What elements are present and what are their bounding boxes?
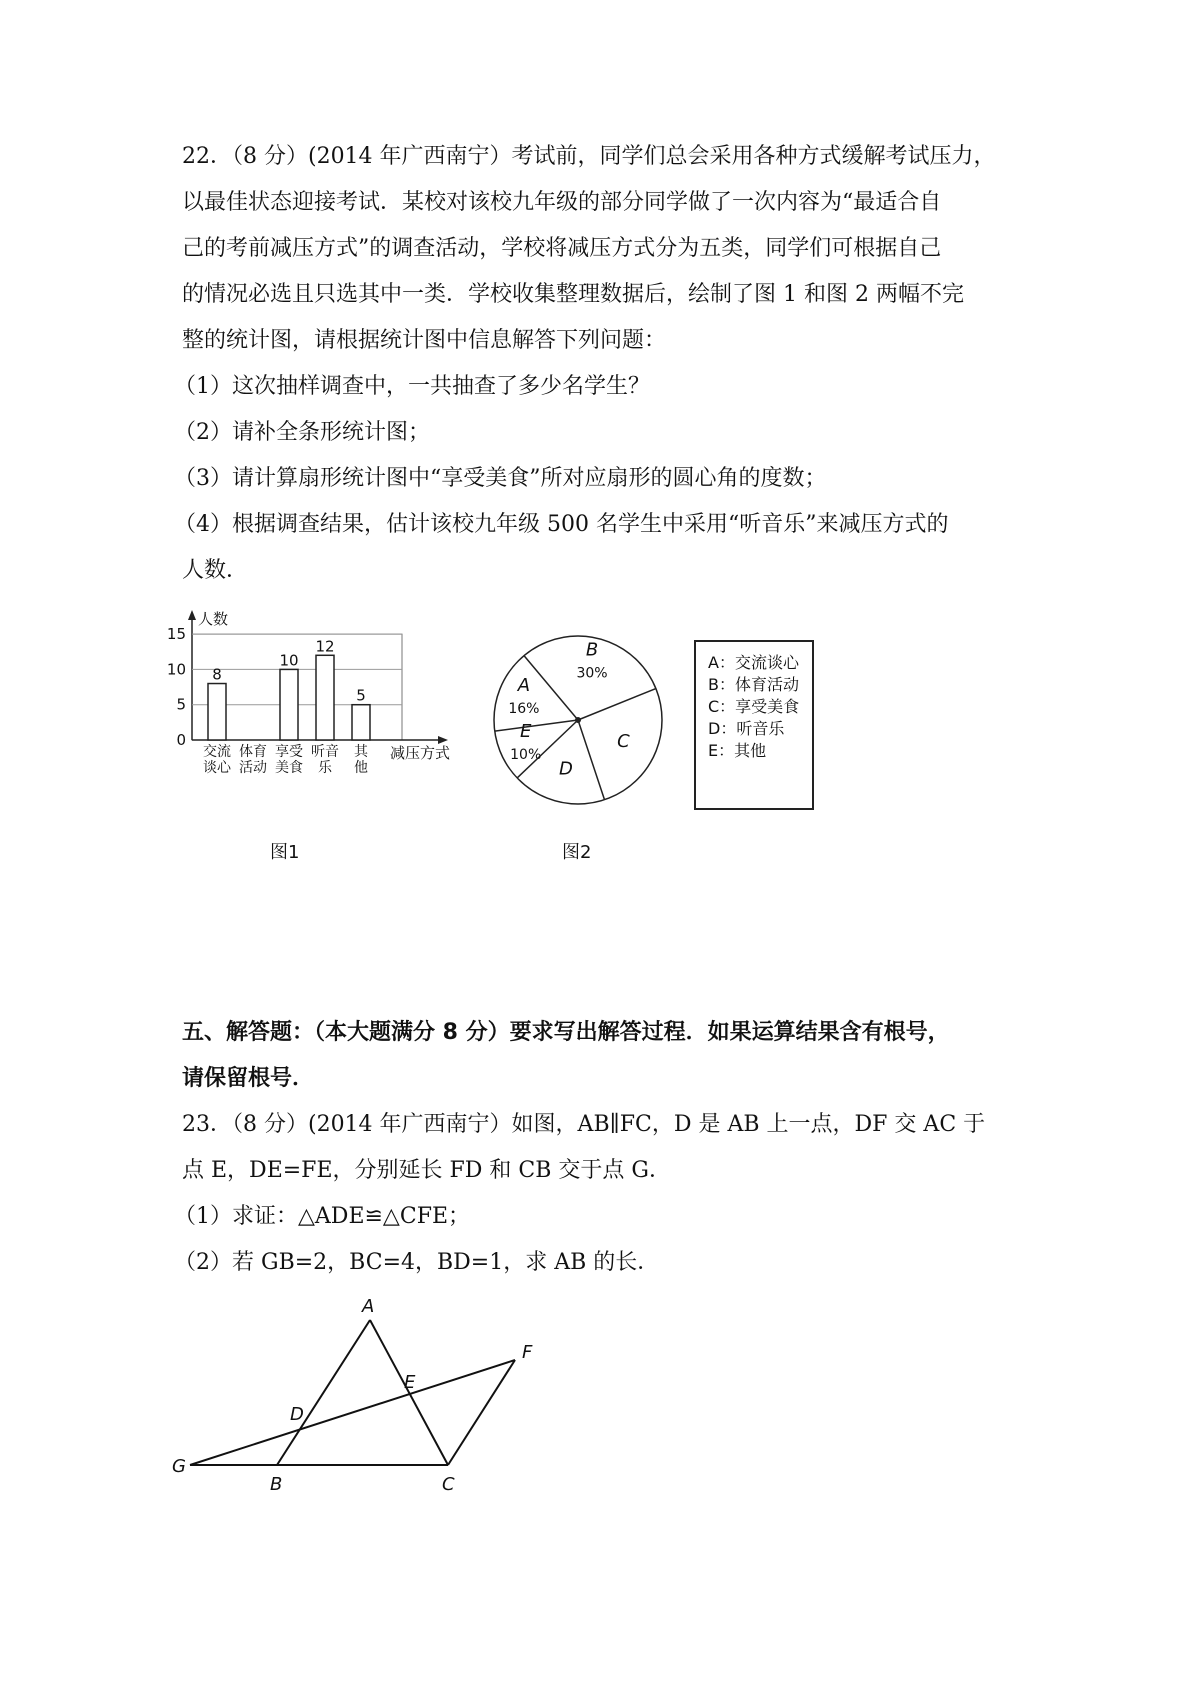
pie-legend xyxy=(694,640,814,810)
bar xyxy=(352,705,370,740)
pie-center-dot xyxy=(575,717,581,723)
x-tick-label: 谈心 xyxy=(203,760,231,776)
q22-line-4: 的情况必选且只选其中一类．学校收集整理数据后，绘制了图 1 和图 2 两幅不完 xyxy=(182,282,964,307)
x-axis-arrow xyxy=(438,736,448,744)
legend-item-a: A：交流谈心 xyxy=(708,653,799,672)
bar-data-label: 12 xyxy=(315,637,335,656)
x-tick-label: 其 xyxy=(354,744,368,760)
legend-item-d: D：听音乐 xyxy=(708,719,785,738)
geometry-figure xyxy=(170,1290,570,1504)
q22-line-3: 己的考前减压方式”的调查活动，学校将减压方式分为五类，同学们可根据自己 xyxy=(182,236,942,261)
y-axis-arrow xyxy=(188,610,196,620)
slice-label: C xyxy=(617,730,630,752)
bar xyxy=(208,684,226,740)
point-label-c: C xyxy=(442,1474,455,1495)
segment-fc xyxy=(448,1360,515,1465)
triangle-diagram xyxy=(170,1290,570,1500)
y-tick-label: 0 xyxy=(176,731,186,749)
section-5-heading-2: 请保留根号． xyxy=(182,1066,315,1091)
segment-gf xyxy=(190,1360,515,1465)
q23-sub-1: （1）求证：△ADE≌△CFE； xyxy=(174,1204,471,1229)
bar-data-label: 8 xyxy=(212,665,222,684)
point-label-f: F xyxy=(522,1342,533,1363)
legend-item-b: B：体育活动 xyxy=(708,675,799,694)
x-tick-label: 乐 xyxy=(318,760,332,776)
pie-chart-figure xyxy=(488,630,668,814)
figure-1-caption: 图1 xyxy=(270,842,300,863)
bar xyxy=(280,669,298,740)
bar-chart xyxy=(166,610,490,850)
x-tick-label: 美食 xyxy=(275,760,303,776)
legend-item-e: E：其他 xyxy=(708,741,767,760)
q22-sub-2: （2）请补全条形统计图； xyxy=(174,420,430,445)
q22-line-2: 以最佳状态迎接考试．某校对该校九年级的部分同学做了一次内容为“最适合自 xyxy=(182,190,942,215)
x-tick-label: 他 xyxy=(354,760,368,776)
x-tick-label: 体育 xyxy=(239,744,267,760)
point-label-g: G xyxy=(172,1456,186,1477)
point-label-e: E xyxy=(404,1372,416,1393)
point-label-d: D xyxy=(290,1404,304,1425)
y-tick-label: 5 xyxy=(176,695,186,714)
bar-chart-figure xyxy=(166,610,490,854)
y-axis-label: 人数 xyxy=(198,610,229,628)
q23-line-1: 23．（8 分）(2014 年广西南宁）如图，AB∥FC，D 是 AB 上一点，DF 交 AC 于 xyxy=(182,1112,986,1137)
q22-sub-4: （4）根据调查结果，估计该校九年级 500 名学生中采用“听音乐”来减压方式的 xyxy=(174,512,949,537)
slice-label: D xyxy=(558,758,573,780)
q22-sub-3: （3）请计算扇形统计图中“享受美食”所对应扇形的圆心角的度数； xyxy=(174,466,827,491)
legend-item-c: C：享受美食 xyxy=(708,697,800,716)
slice-label: B xyxy=(585,639,599,661)
section-5-heading-1: 五、解答题：（本大题满分 8 分）要求写出解答过程．如果运算结果含有根号， xyxy=(182,1020,950,1045)
slice-percent-label: 30% xyxy=(576,665,608,682)
y-tick-label: 10 xyxy=(166,660,186,679)
point-label-a: A xyxy=(362,1296,375,1317)
x-tick-label: 活动 xyxy=(239,760,267,776)
figure-2-caption: 图2 xyxy=(562,842,592,863)
point-label-b: B xyxy=(270,1474,283,1495)
x-tick-label: 听音 xyxy=(311,744,339,760)
y-tick-label: 15 xyxy=(166,625,186,644)
bar-data-label: 10 xyxy=(279,651,299,670)
slice-label: A xyxy=(517,675,531,697)
bar-data-label: 5 xyxy=(356,686,366,705)
x-tick-label: 享受 xyxy=(275,744,303,760)
q22-line-5: 整的统计图，请根据统计图中信息解答下列问题： xyxy=(182,328,667,353)
x-tick-label: 交流 xyxy=(203,744,231,760)
q22-sub-4-cont: 人数． xyxy=(182,558,249,583)
q23-sub-2: （2）若 GB=2，BC=4，BD=1，求 AB 的长． xyxy=(174,1250,660,1275)
x-axis-label: 减压方式 xyxy=(390,744,451,762)
pie-chart xyxy=(488,630,668,810)
segment-ab xyxy=(277,1320,370,1465)
q23-line-2: 点 E，DE=FE，分别延长 FD 和 CB 交于点 G． xyxy=(182,1158,671,1183)
slice-label: E xyxy=(520,721,532,743)
q22-sub-1: （1）这次抽样调查中，一共抽查了多少名学生？ xyxy=(174,374,650,399)
slice-percent-label: 16% xyxy=(508,701,540,718)
bar xyxy=(316,655,334,740)
slice-percent-label: 10% xyxy=(510,747,542,764)
q22-line-1: 22．（8 分）(2014 年广西南宁）考试前，同学们总会采用各种方式缓解考试压力， xyxy=(182,144,996,169)
